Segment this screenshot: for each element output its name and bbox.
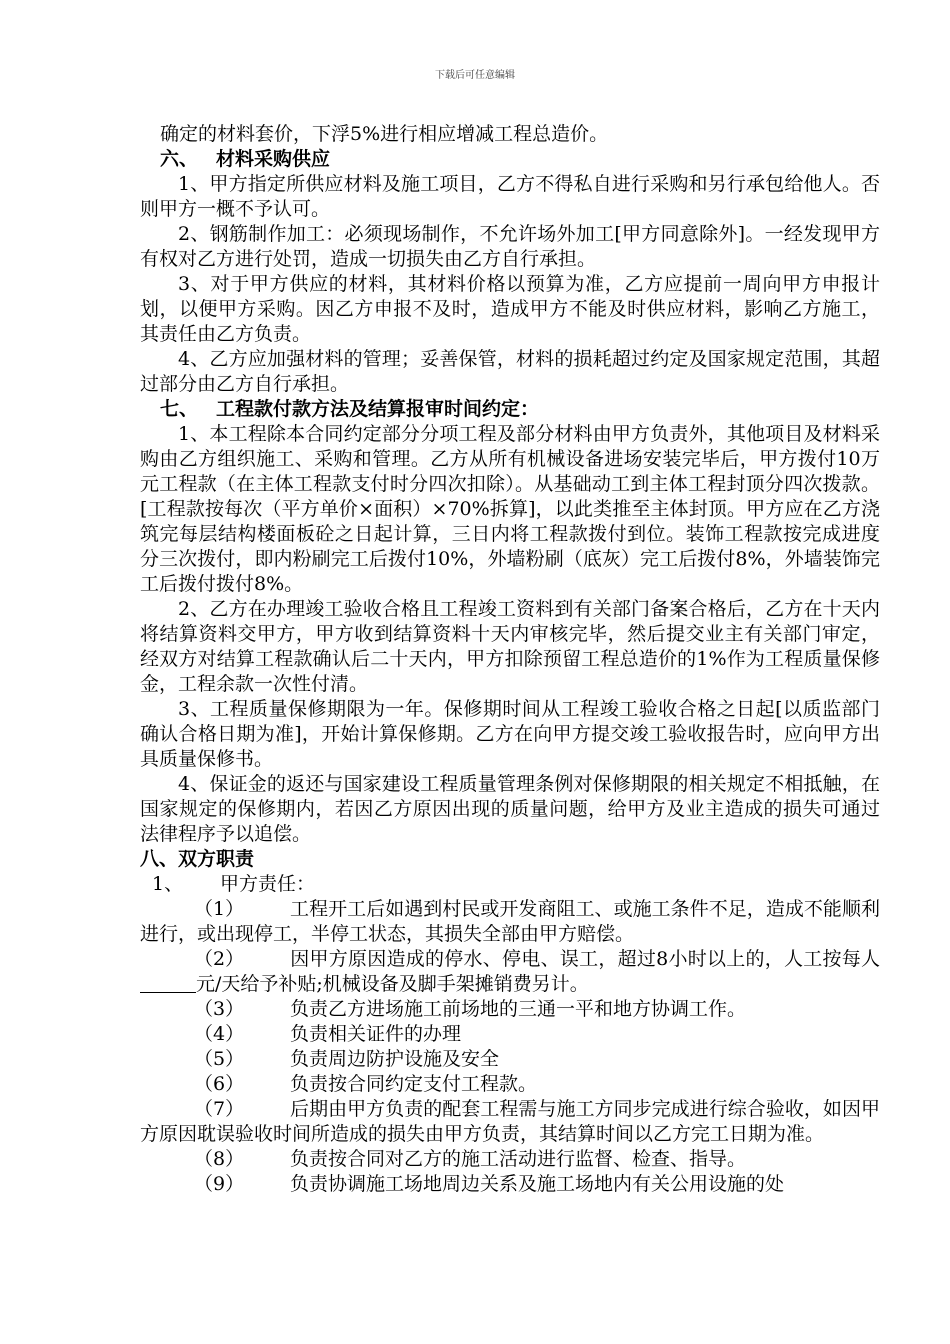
clause-7-2: 2、乙方在办理竣工验收合格且工程竣工资料到有关部门备案合格后，乙方在十天内将结算资料交甲方，甲方收到结算资料十天内审核完毕，然后提交业主有关部门审定，经双方对结算工程款确认后二十天内，甲方扣除预留工程总造价的1%作为工程质量保修金，工程余款一次性付清。	[140, 598, 880, 695]
item-number: （3）	[194, 998, 245, 1020]
section-heading-7	[140, 397, 880, 422]
item-text: 元/天给予补贴;机械设备及脚手架摊销费另计。	[196, 973, 589, 995]
duty-item-9	[140, 1172, 880, 1197]
document-body	[140, 122, 880, 1197]
item-number: （6）	[194, 1073, 245, 1095]
duty-item-5	[140, 1047, 880, 1072]
duty-item-4	[140, 1022, 880, 1047]
item-number: （9）	[194, 1173, 245, 1195]
clause-6-3: 3、对于甲方供应的材料，其材料价格以预算为准，乙方应提前一周向甲方申报计划，以便甲方采购。因乙方申报不及时，造成甲方不能及时供应材料，影响乙方施工，其责任由乙方负责。	[140, 273, 880, 345]
item-text: 工程开工后如遇到村民或开发商阻工、或施工条件不足，造成不能顺利进行，或出现停工，半停工状态，其损失全部由甲方赔偿。	[140, 898, 880, 945]
item-number: （7）	[194, 1098, 245, 1120]
clause-6-2: 2、钢筋制作加工：必须现场制作，不允许场外加工[甲方同意除外]。一经发现甲方有权对乙方进行处罚，造成一切损失由乙方自行承担。	[140, 223, 880, 270]
section-heading-8: 八、双方职责	[140, 848, 255, 870]
item-text: 负责协调施工场地周边关系及施工场地内有关公用设施的处	[290, 1173, 785, 1195]
section-title: 材料采购供应	[216, 148, 331, 170]
item-number: （4）	[194, 1023, 245, 1045]
fill-in-blank[interactable]	[140, 974, 196, 993]
duty-item-6	[140, 1072, 880, 1097]
clause-6-4: 4、乙方应加强材料的管理；妥善保管，材料的损耗超过约定及国家规定范围，其超过部分由乙方自行承担。	[140, 348, 880, 395]
section-heading-6	[140, 147, 880, 172]
clause-7-1: 1、本工程除本合同约定部分分项工程及部分材料由甲方负责外，其他项目及材料采购由乙方组织施工、采购和管理。乙方从所有机械设备进场安装完毕后，甲方拨付10万元工程款（在主体工程款支付时分四次扣除）。从基础动工到主体工程封顶分四次拨款。[工程款按每次（平方单价×面积）×70%拆算]，以此类推至主体封顶。甲方应在乙方浇筑完每层结构楼面板砼之日起计算，三日内将工程款拨付到位。装饰工程款按完成进度分三次拨付，即内粉刷完工后拨付10%，外墙粉刷（底灰）完工后拨付8%，外墙装饰完工后拨付拨付8%。	[140, 423, 880, 595]
clause-6-1: 1、甲方指定所供应材料及施工项目，乙方不得私自进行采购和另行承包给他人。否则甲方一概不予认可。	[140, 173, 880, 220]
duty-item-7	[140, 1097, 880, 1147]
item-number: （8）	[194, 1148, 245, 1170]
duty-item-3	[140, 997, 880, 1022]
page-header-note: 下载后可任意编辑	[435, 70, 515, 81]
item-text: 负责周边防护设施及安全	[290, 1048, 500, 1070]
clause-7-3: 3、工程质量保修期限为一年。保修期时间从工程竣工验收合格之日起[以质监部门确认合格日期为准]，开始计算保修期。乙方在向甲方提交竣工验收报告时，应向甲方出具质量保修书。	[140, 698, 880, 770]
subsection-title: 甲方责任：	[220, 873, 316, 895]
item-text: 因甲方原因造成的停水、停电、误工，超过8小时以上的，人工按每人	[290, 948, 880, 970]
item-number: （2）	[194, 948, 245, 970]
duty-item-2	[140, 947, 880, 997]
item-text: 负责乙方进场施工前场地的三通一平和地方协调工作。	[290, 998, 747, 1020]
item-text: 负责相关证件的办理	[290, 1023, 462, 1045]
section-number: 七、	[160, 398, 199, 420]
subsection-party-a	[140, 872, 880, 897]
duty-item-1	[140, 897, 880, 947]
item-number: （1）	[194, 898, 245, 920]
item-text: 负责按合同对乙方的施工活动进行监督、检查、指导。	[290, 1148, 747, 1170]
paragraph-continuation: 确定的材料套价，下浮5%进行相应增减工程总造价。	[160, 123, 609, 145]
clause-7-4: 4、保证金的返还与国家建设工程质量管理条例对保修期限的相关规定不相抵触，在国家规定的保修期内，若因乙方原因出现的质量问题，给甲方及业主造成的损失可通过法律程序予以追偿。	[140, 773, 880, 845]
item-text: 负责按合同约定支付工程款。	[290, 1073, 538, 1095]
item-text: 后期由甲方负责的配套工程需与施工方同步完成进行综合验收，如因甲方原因耽误验收时间所造成的损失由甲方负责，其结算时间以乙方完工日期为准。	[140, 1098, 880, 1145]
section-number: 六、	[160, 148, 199, 170]
duty-item-8	[140, 1147, 880, 1172]
section-title: 工程款付款方法及结算报审时间约定：	[216, 398, 540, 420]
item-number: （5）	[194, 1048, 245, 1070]
subsection-number: 1、	[152, 873, 184, 895]
